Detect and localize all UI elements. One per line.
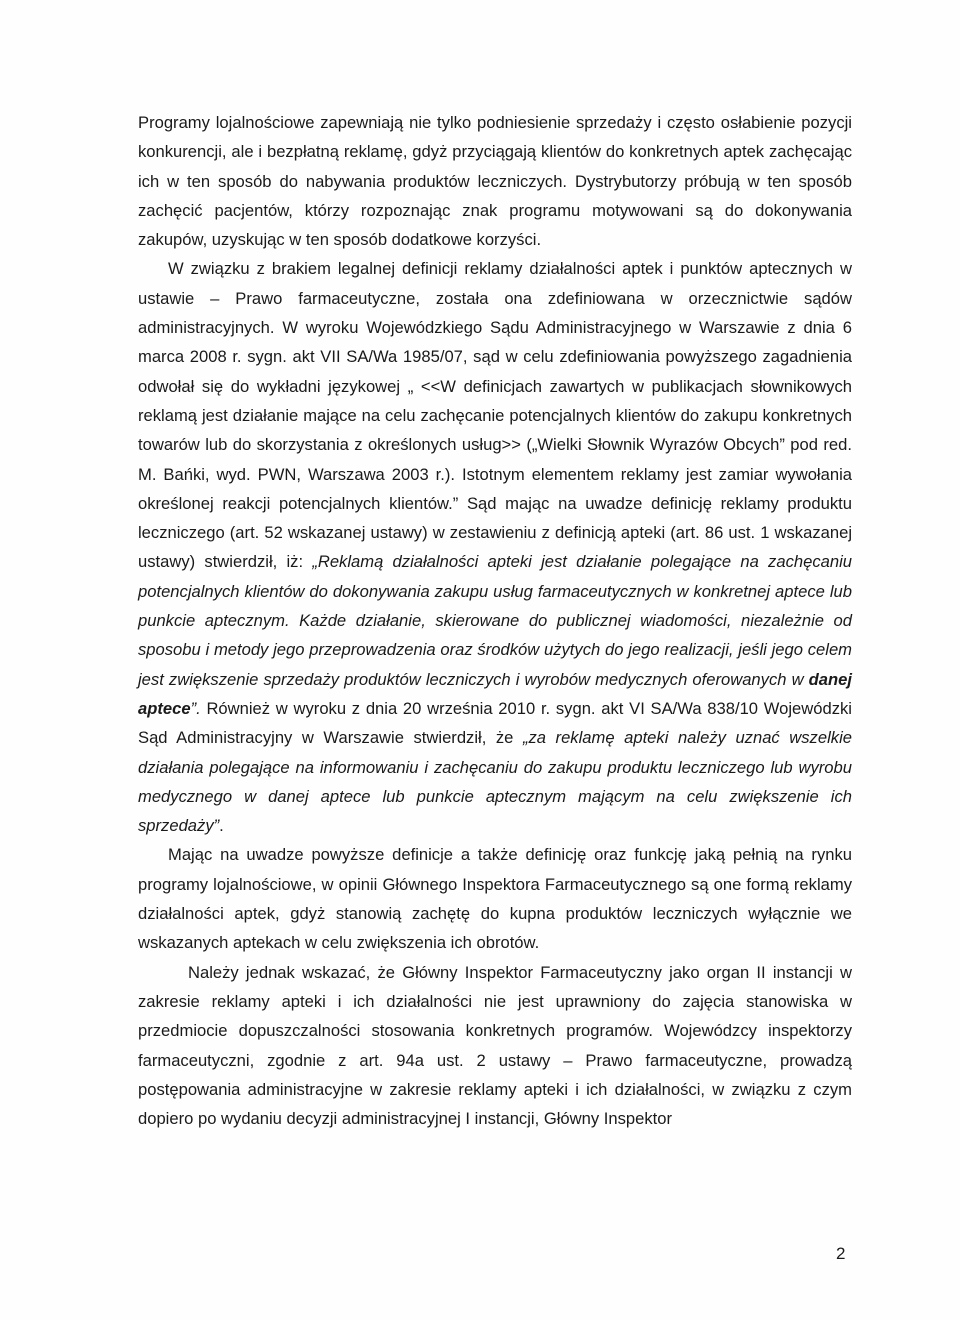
text-segment: ”.: [190, 698, 201, 718]
document-body: [138, 108, 852, 1133]
paragraph: [138, 958, 852, 1134]
text-segment: Również w wyroku z dnia 20 września 2010 r. sygn. akt VI SA/Wa 838/10 Wojewódzki Sąd Administracyjny w Warszawie stwierdził, że: [138, 698, 852, 748]
text-segment: danej aptece: [138, 669, 852, 718]
text-segment: Należy jednak wskazać, że Główny Inspektor Farmaceutyczny jako organ II instancji w zakresie reklamy apteki i ich działalności nie jest uprawniony do zajęcia stanowiska w przedmiocie dopuszczalności stosowania konkretnych programów. Wojewódzcy inspektorzy farmaceutyczni, zgodnie z art. 94a ust. 2 ustawy – Prawo farmaceutyczne, prowadzą postępowania administracyjne w zakresie reklamy apteki i ich działalności, w związku z czym dopiero po wydaniu decyzji administracyjnej I instancji, Główny Inspektor: [138, 962, 852, 1129]
text-segment: Mając na uwadze powyższe definicje a także definicję oraz funkcję jaką pełnią na rynku programy lojalnościowe, w opinii Głównego Inspektora Farmaceutycznego są one formą reklamy działalności aptek, gdyż stanowią zachętę do kupna produktów leczniczych wyłącznie we wskazanych aptekach w celu zwiększenia ich obrotów.: [138, 845, 852, 953]
paragraph: [138, 840, 852, 957]
paragraph: [138, 108, 852, 254]
text-segment: W związku z brakiem legalnej definicji reklamy działalności aptek i punktów aptecznych w ustawie – Prawo farmaceutyczne, została ona zdefiniowana w orzecznictwie sądów administracyjnych. W wyroku Wojewódzkiego Sądu Administracyjnego w Warszawie z dnia 6 marca 2008 r. sygn. akt VII SA/Wa 1985/07, sąd w celu zdefiniowania powyższego zagadnienia odwołał się do wykładni językowej „ <<W definicjach zawartych w publikacjach słownikowych reklamą jest działanie mające na celu zachęcanie potencjalnych klientów do zakupu konkretnych towarów lub do skorzystania z określonych usług>> („Wielki Słownik Wyrazów Obcych” pod red. M. Bańki, wyd. PWN, Warszawa 2003 r.). Istotnym elementem reklamy jest zamiar wywołania określonej reakcji potencjalnych klientów.” Sąd mając na uwadze definicję reklamy produktu leczniczego (art. 52 wskazanej ustawy) w zestawieniu z definicją apteki (art. 86 ust. 1 wskazanej ustawy) stwierdził, iż:: [138, 259, 852, 572]
text-segment: „za reklamę apteki należy uznać wszelkie działania polegające na informowaniu i zachęcaniu do zakupu produktu leczniczego lub wyrobu medycznego w danej aptece lub punkcie aptecznym mającym na celu zwiększenie ich sprzedaży”: [138, 728, 852, 836]
text-segment: Programy lojalnościowe zapewniają nie tylko podniesienie sprzedaży i często osłabienie pozycji konkurencji, ale i bezpłatną reklamę, gdyż przyciągają klientów do konkretnych aptek zachęcając ich w ten sposób do nabywania produktów leczniczych. Dystrybutorzy próbują w ten sposób zachęcić pacjentów, którzy rozpoznając znak programu motywowani są do dokonywania zakupów, uzyskując w ten sposób dodatkowe korzyści.: [138, 113, 852, 250]
text-segment: „Reklamą działalności apteki jest działanie polegające na zachęcaniu potencjalnych klientów do dokonywania zakupu usług farmaceutycznych w konkretnej aptece lub punkcie aptecznym. Każde działanie, skierowane do publicznej wiadomości, niezależnie od sposobu i metody jego przeprowadzenia oraz środków użytych do jego realizacji, jeśli jego celem jest zwiększenie sprzedaży produktów leczniczych i wyrobów medycznych oferowanych w: [138, 552, 852, 689]
text-segment: .: [219, 816, 224, 836]
page-number: 2: [836, 1244, 846, 1263]
paragraph: [138, 254, 852, 840]
